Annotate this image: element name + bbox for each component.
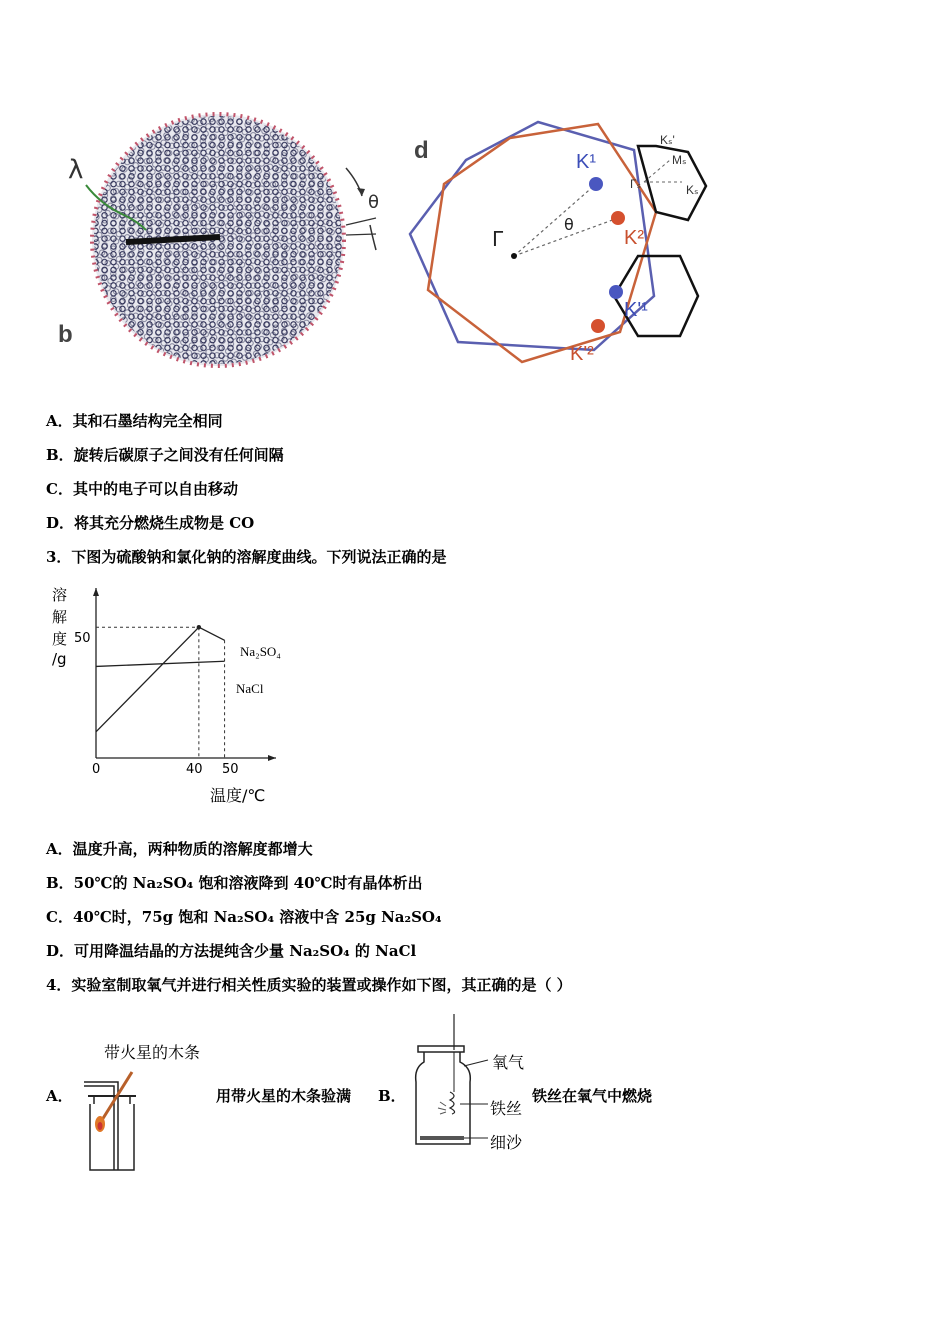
x-axis-arrow	[268, 755, 276, 761]
series-line-na2so4	[96, 627, 225, 732]
graphene-disk-panel-b	[46, 110, 380, 380]
ylabel-line-1: 溶	[52, 586, 68, 604]
theta-label-b: θ	[368, 192, 380, 213]
lambda-label: λ	[68, 155, 84, 185]
q4-b-label-iron-wire: 铁丝	[490, 1099, 523, 1118]
kp2-dot	[591, 319, 605, 333]
q4-b-label-oxygen: 氧气	[492, 1053, 525, 1072]
q2-option-a: A．其和石墨结构完全相同	[46, 412, 223, 430]
q3-option-c: C．40℃时，75g 饱和 Na₂SO₄ 溶液中含 25g Na₂SO₄	[46, 908, 442, 926]
q4-stem: 4．实验室制取氧气并进行相关性质实验的装置或操作如下图，其正确的是（ ）	[46, 976, 572, 994]
gamma-label: Γ	[492, 227, 504, 251]
q4-a-apparatus	[80, 1064, 160, 1174]
q4-b-caption: 铁丝在氧气中燃烧	[532, 1087, 653, 1105]
k1-label: K¹	[576, 151, 596, 173]
k2-label: K²	[624, 227, 644, 249]
q3-option-b: B．50℃的 Na₂SO₄ 饱和溶液降到 40℃时有晶体析出	[46, 874, 423, 892]
gamma-s-label: Γₛ	[630, 177, 642, 191]
theta-label-d: θ	[564, 215, 574, 234]
ylabel-line-4: /g	[52, 650, 67, 668]
series-label-na2so4: Na₂SO₄	[240, 644, 281, 659]
y-tick-50: 50	[74, 631, 91, 646]
kp2-label: K'²	[570, 343, 594, 365]
q2-option-d: D．将其充分燃烧生成物是 CO	[46, 514, 255, 532]
series-label-nacl: NaCl	[236, 681, 264, 696]
kp1-label: K'¹	[624, 299, 648, 321]
ylabel-line-3: 度	[52, 630, 68, 648]
q4-b-label-sand: 细沙	[490, 1133, 523, 1152]
q4-b-apparatus	[410, 1010, 490, 1150]
k2-dot	[611, 211, 625, 225]
ks-prime-label: Kₛ'	[660, 133, 675, 147]
ms-label: Mₛ	[672, 153, 687, 167]
x-tick-0: 0	[92, 762, 101, 777]
q3-stem: 3．下图为硫酸钠和氯化钠的溶解度曲线。下列说法正确的是	[46, 548, 447, 566]
x-tick-40: 40	[186, 762, 203, 777]
x-tick-50: 50	[222, 762, 239, 777]
q4-a-letter: A．	[46, 1087, 73, 1105]
q3-option-a: A．温度升高，两种物质的溶解度都增大	[46, 840, 313, 858]
solubility-chart-svg	[46, 578, 306, 810]
brillouin-zone-panel-d	[398, 110, 728, 380]
peak-point-40	[197, 625, 201, 629]
ks-label: Kₛ	[686, 183, 699, 197]
solubility-chart	[46, 578, 306, 810]
q4-a-caption: 用带火星的木条验满	[216, 1087, 352, 1105]
q4-b-letter: B．	[378, 1087, 406, 1105]
x-axis-label: 温度/℃	[210, 786, 266, 805]
figure-graphene-moire	[46, 110, 706, 380]
ylabel-line-2: 解	[52, 608, 68, 626]
q2-option-c: C．其中的电子可以自由移动	[46, 480, 238, 498]
q3-option-d: D．可用降温结晶的方法提纯含少量 Na₂SO₄ 的 NaCl	[46, 942, 417, 960]
k1-dot	[589, 177, 603, 191]
panel-b-label: b	[58, 321, 73, 348]
q2-option-b: B．旋转后碳原子之间没有任何间隔	[46, 446, 284, 464]
y-axis-arrow	[93, 588, 99, 596]
kp1-dot	[609, 285, 623, 299]
q4-a-figure-label: 带火星的木条	[104, 1043, 201, 1062]
panel-d-label: d	[414, 137, 429, 164]
